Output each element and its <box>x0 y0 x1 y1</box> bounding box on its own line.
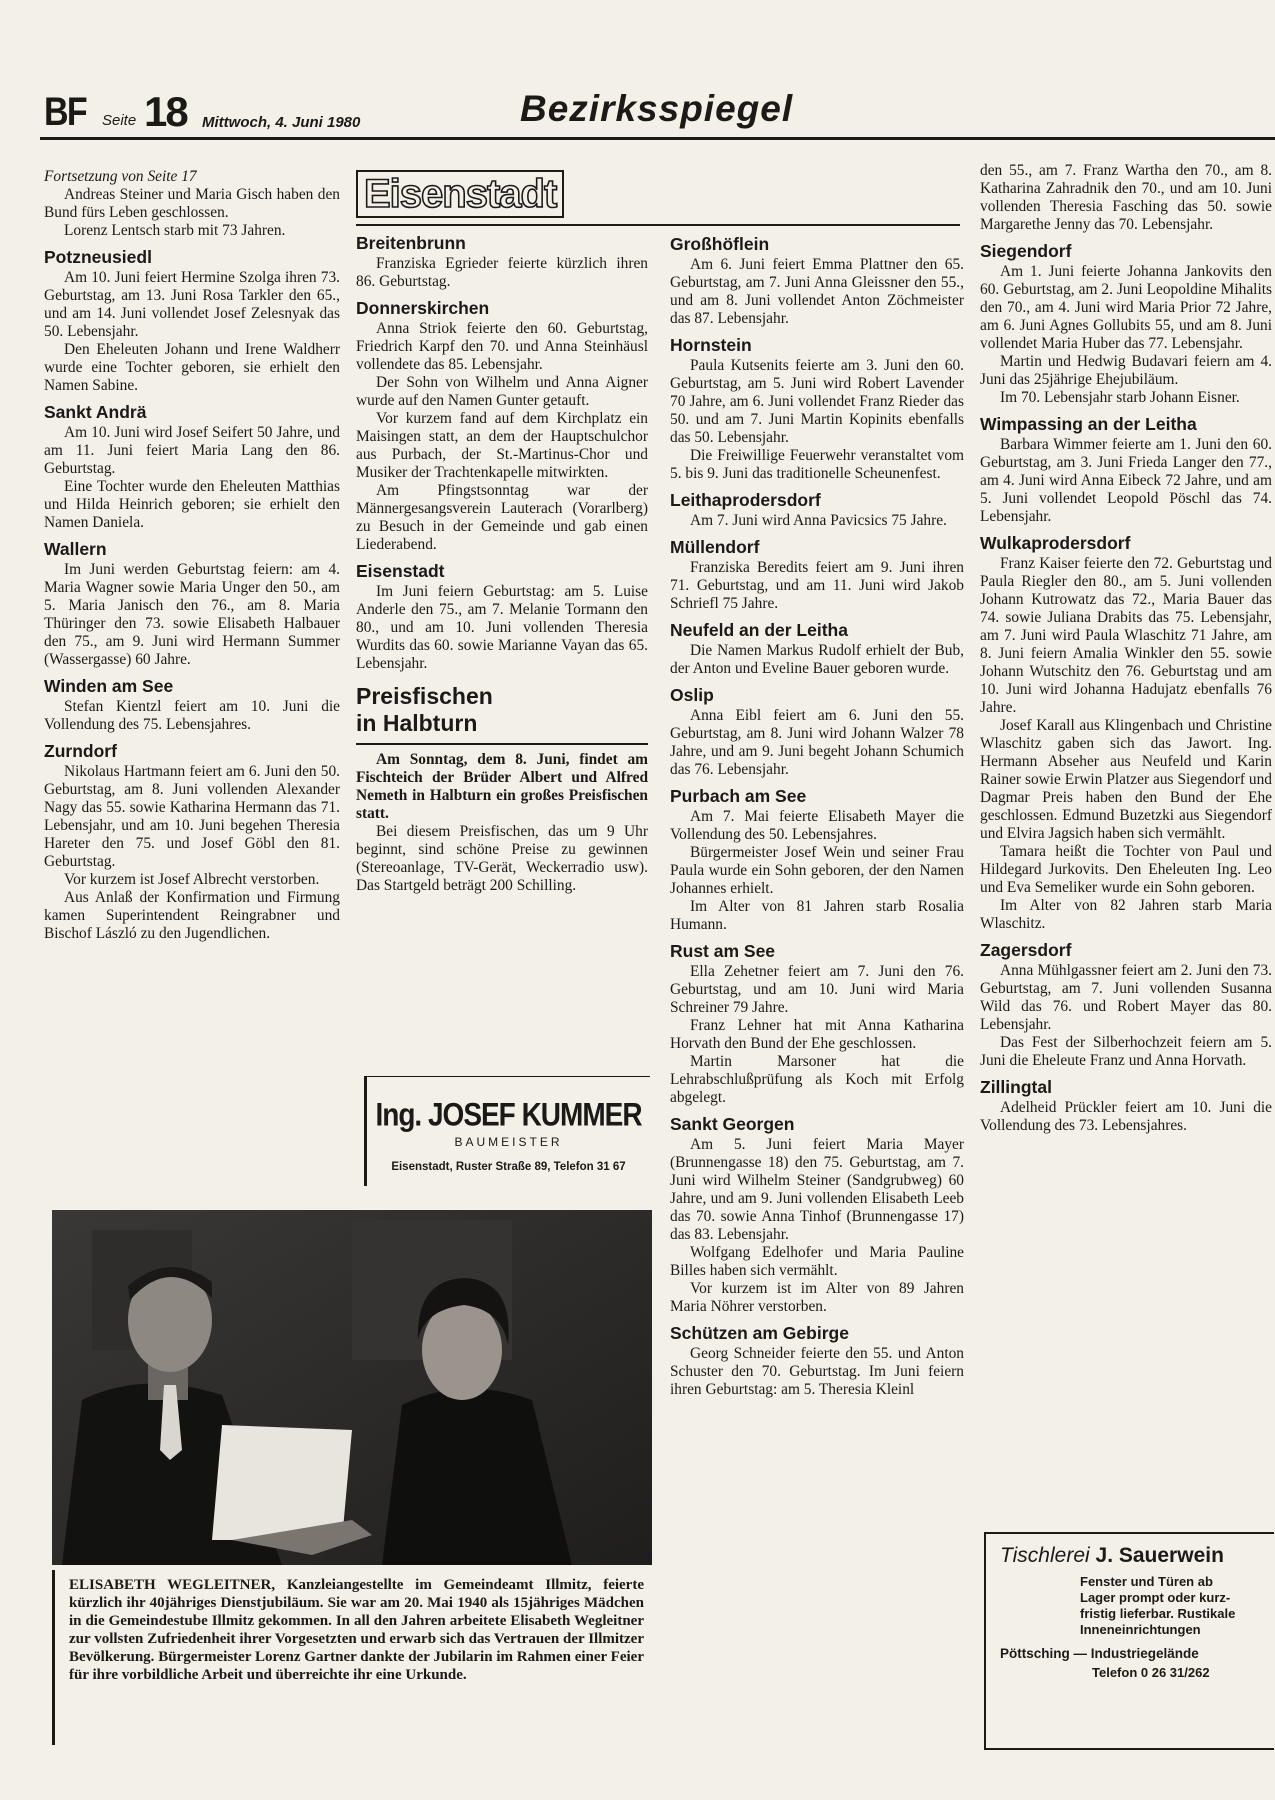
section-heading-wallern: Wallern <box>44 539 107 559</box>
ad-kummer-address: Eisenstadt, Ruster Straße 89, Telefon 31 67 <box>391 1161 626 1173</box>
section-heading-wimpassing: Wimpassing an der Leitha <box>980 414 1197 434</box>
photo-illustration <box>52 1210 652 1565</box>
article-paragraph: Martin Marsoner hat die Lehrabschlußprüfung als Koch mit Erfolg abgelegt. <box>670 1053 964 1106</box>
preisfischen-lead: Am Sonntag, dem 8. Juni, findet am Fischteich der Brüder Albert und Alfred Nemeth in Halbturn ein großes Preisfischen statt. <box>356 751 648 822</box>
preisfischen-headline-line2: in Halbturn <box>356 710 478 736</box>
article-paragraph: Vor kurzem fand auf dem Kirchplatz ein Maisingen statt, an dem der Hauptschulchor aus Purbach, der St.-Martinus-Chor und Musiker der Trachtenkapelle mitwirkten. <box>356 410 648 481</box>
masthead-title: Bezirksspiegel <box>520 88 794 129</box>
article-paragraph: Adelheid Prückler feiert am 10. Juni die Vollendung des 73. Lebensjahres. <box>980 1099 1272 1134</box>
article-paragraph: Wolfgang Edelhofer und Maria Pauline Billes haben sich vermählt. <box>670 1244 964 1279</box>
masthead-seite: Seite <box>102 112 137 129</box>
section-heading-oslip: Oslip <box>670 685 714 705</box>
section-heading-potzneusiedl: Potzneusiedl <box>44 247 152 267</box>
article-paragraph: Am 1. Juni feierte Johanna Jankovits den 60. Geburtstag, am 2. Juni Leopoldine Mihalits den 70., am 4. Juni wird Maria Prior 72 Jahre, am 6. Juni Agnes Gollubits 55, und am 8. Juni vollendet Maria Huber das 77. Lebensjahr. <box>980 263 1272 352</box>
article-paragraph: Am 7. Mai feierte Elisabeth Mayer die Vollendung des 50. Lebensjahres. <box>670 808 964 843</box>
article-paragraph: Paula Kutsenits feierte am 3. Juni den 60. Geburtstag, am 5. Juni wird Robert Lavender 70 Jahre, am 6. Juni vollendet Franz Rieder das 50. und am 7. Juni Martin Kopinits ebenfalls das 50. Lebensjahr. <box>670 357 964 446</box>
article-paragraph: Franz Kaiser feierte den 72. Geburtstag und Paula Riegler den 80., am 5. Juni vollenden Johann Kutrowatz das 72., Maria Bauer das 74. sowie Juliana Drabits das 75. Lebensjahr, am 7. Juni wird Paula Wlaschitz 71 Jahre, am 8. Juni feiern Amalia Winkler den 55. sowie Johann Wutschitz den 76. Geburtstag und am 10. Juni wird Johanna Hadujatz ebenfalls 76 Jahre. <box>980 555 1272 716</box>
section-heading-breitenbrunn: Breitenbrunn <box>356 233 466 253</box>
section-heading-rust: Rust am See <box>670 941 776 961</box>
article-paragraph: Im Alter von 82 Jahren starb Maria Wlaschitz. <box>980 897 1272 932</box>
article-paragraph: Barbara Wimmer feierte am 1. Juni den 60. Geburtstag, am 3. Juni Frieda Langer den 77., am 4. Juni wird Anna Eibeck 72 Jahre, und am 5. Juni vollendet Leopold Pöschl das 74. Lebensjahr. <box>980 436 1272 525</box>
column-1 <box>44 168 340 943</box>
section-heading-zillingtal: Zillingtal <box>980 1077 1052 1097</box>
article-paragraph: Aus Anlaß der Konfirmation und Firmung kamen Superintendent Reingrabner und Bischof László zu den Jugendlichen. <box>44 889 340 942</box>
article-paragraph: Tamara heißt die Tochter von Paul und Hildegard Jurkovits. Den Eheleuten Ing. Leo und Eva Semeliker wurde ein Sohn geboren. <box>980 843 1272 896</box>
article-paragraph: Bei diesem Preisfischen, das um 9 Uhr beginnt, sind schöne Preise zu gewinnen (Stereoanlage, TV-Gerät, Weckerradio usw). Das Startgeld beträgt 200 Schilling. <box>356 823 648 894</box>
ad-kummer-subtitle: BAUMEISTER <box>454 1135 563 1149</box>
section-heading-sankt-andrae: Sankt Andrä <box>44 402 147 422</box>
preisfischen-headline <box>356 683 648 737</box>
photo-caption: ELISABETH WEGLEITNER, Kanzleiangestellte im Gemeindeamt Illmitz, feierte kürzlich ihr 40jähriges Dienstjubiläum. Sie war am 20. Mai 1940 als 15jähriges Mädchen in die Gemeindestube Illmitz gekommen. In all den Jahren arbeitete Elisabeth Wegleitner zur vollsten Zufriedenheit ihrer Vorgesetzten und erwarb sich das Vertrauen der Illmitzer Bevölkerung. Bürgermeister Lorenz Gartner dankte der Jubilarin im Rahmen einer Feier für ihre vorbildliche Arbeit und überreichte ihr eine Urkunde. <box>52 1570 652 1745</box>
section-heading-donnerskirchen: Donnerskirchen <box>356 298 490 318</box>
continuation-note: Fortsetzung von Seite 17 <box>44 168 197 185</box>
section-rule <box>356 224 960 226</box>
article-paragraph: Am 10. Juni feiert Hermine Szolga ihren 73. Geburtstag, am 13. Juni Rosa Tarkler den 65., und am 14. Juni vollendet Josef Zelesnyak das 50. Lebensjahr. <box>44 269 340 340</box>
article-paragraph: Im Alter von 81 Jahren starb Rosalia Humann. <box>670 898 964 933</box>
section-heading-zurndorf: Zurndorf <box>44 741 117 761</box>
section-heading-sankt-georgen: Sankt Georgen <box>670 1114 795 1134</box>
section-heading-neufeld: Neufeld an der Leitha <box>670 620 848 640</box>
article-paragraph: Anna Mühlgassner feiert am 2. Juni den 73. Geburtstag, am 7. Juni vollenden Susanna Wild das 76. und Robert Mayer das 80. Lebensjahr. <box>980 962 1272 1033</box>
article-paragraph: den 55., am 7. Franz Wartha den 70., am 8. Katharina Zahradnik den 70., und am 10. Juni vollenden Theresia Fasching das 50. sowie Margarethe Jenny das 70. Lebensjahr. <box>980 162 1272 233</box>
article-paragraph: Franziska Egrieder feierte kürzlich ihren 86. Geburtstag. <box>356 255 648 290</box>
article-paragraph: Josef Karall aus Klingenbach und Christine Wlaschitz gaben sich das Jawort. Ing. Hermann Abseher aus Neufeld und Karin Rainer sowie Erwin Platzer aus Siegendorf und Dagmar Preis haben den Bund der Ehe geschlossen. Edmund Buzetzki aus Siegendorf und Elvira Jagsich haben sich vermählt. <box>980 717 1272 842</box>
column-4 <box>980 162 1272 1135</box>
masthead <box>40 82 1275 142</box>
masthead-rule <box>40 137 1275 140</box>
section-heading-muellendorf: Müllendorf <box>670 537 760 557</box>
ad-sauerwein-line: Fenster und Türen ab <box>1080 1574 1213 1589</box>
article-paragraph: Am 7. Juni wird Anna Pavicsics 75 Jahre. <box>690 512 947 529</box>
section-heading-winden: Winden am See <box>44 676 174 696</box>
article-paragraph: Georg Schneider feierte den 55. und Anton Schuster den 70. Geburtstag. Im Juni feiern ihren Geburtstag: am 5. Theresia Kleinl <box>670 1345 964 1398</box>
masthead-page-number: 18 <box>144 88 187 135</box>
article-paragraph: Vor kurzem ist Josef Albrecht verstorben. <box>64 871 320 888</box>
article-paragraph: Im Juni feiern Geburtstag: am 5. Luise Anderle den 75., am 7. Melanie Tormann den 80., und am 10. Juni vollenden Theresia Wurdits das 60. sowie Marianne Vayan das 65. Lebensjahr. <box>356 583 648 672</box>
section-heading-wulkaprodersdorf: Wulkaprodersdorf <box>980 533 1131 553</box>
ad-sauerwein-location: Pöttsching — Industriegelände <box>1000 1646 1199 1661</box>
ad-kummer-name: Ing. JOSEF KUMMER <box>375 1096 642 1133</box>
article-paragraph: Das Fest der Silberhochzeit feiern am 5. Juni die Eheleute Franz und Anna Horvath. <box>980 1034 1272 1069</box>
ad-sauerwein-line: Lager prompt oder kurz- <box>1080 1590 1231 1605</box>
article-paragraph: Bürgermeister Josef Wein und seiner Frau Paula wurde ein Sohn geboren, der den Namen Johannes erhielt. <box>670 844 964 897</box>
section-heading-zagersdorf: Zagersdorf <box>980 940 1072 960</box>
ad-sauerwein-phone: Telefon 0 26 31/262 <box>1092 1665 1210 1680</box>
article-paragraph: Stefan Kientzl feiert am 10. Juni die Vollendung des 75. Lebensjahres. <box>44 698 340 733</box>
article-paragraph: Lorenz Lentsch starb mit 73 Jahren. <box>64 222 286 239</box>
article-paragraph: Anna Eibl feiert am 6. Juni den 55. Geburtstag, am 8. Juni wird Johann Walzer 78 Jahre, und am 9. Juni begeht Johann Schumich das 76. Lebensjahr. <box>670 707 964 778</box>
article-paragraph: Im 70. Lebensjahr starb Johann Eisner. <box>1000 389 1240 406</box>
section-heading-siegendorf: Siegendorf <box>980 241 1072 261</box>
article-paragraph: Anna Striok feierte den 60. Geburtstag, Friedrich Karpf den 70. und Anna Steinhäusl vollendete das 85. Lebensjahr. <box>356 320 648 373</box>
article-paragraph: Am 6. Juni feiert Emma Plattner den 65. Geburtstag, am 7. Juni Anna Gleissner den 55., und am 8. Juni vollendet Anton Zöchmeister das 87. Lebensjahr. <box>670 256 964 327</box>
preisfischen-rule <box>356 743 648 745</box>
article-paragraph: Am 5. Juni feiert Maria Mayer (Brunnengasse 18) den 75. Geburtstag, am 7. Juni wird Wilhelm Steiner (Sandgrubweg) 60 Jahre, und am 9. Juni vollenden Elisabeth Leeb das 70. sowie Anna Tinhof (Brunnengasse 17) das 83. Lebensjahr. <box>670 1136 964 1243</box>
article-paragraph: Am 10. Juni wird Josef Seifert 50 Jahre, und am 11. Juni feiert Maria Lang den 86. Geburtstag. <box>44 424 340 477</box>
section-heading-hornstein: Hornstein <box>670 335 752 355</box>
article-paragraph: Ella Zehetner feiert am 7. Juni den 76. Geburtstag, und am 10. Juni wird Maria Schreiner 79 Jahre. <box>670 963 964 1016</box>
article-paragraph: Im Juni werden Geburtstag feiern: am 4. Maria Wagner sowie Maria Unger den 50., am 5. Maria Janisch den 76., am 8. Maria Thüringer den 73. sowie Elisabeth Halbauer den 75., am 9. Juni wird Hermann Summer (Wassergasse) 60 Jahre. <box>44 561 340 668</box>
eisenstadt-section-logo: Eisenstadt <box>356 170 564 218</box>
article-paragraph: Der Sohn von Wilhelm und Anna Aigner wurde auf den Namen Gunter getauft. <box>356 374 648 409</box>
section-heading-grosshoeflein: Großhöflein <box>670 234 770 254</box>
ad-sauerwein-title-name: J. Sauerwein <box>1095 1544 1224 1567</box>
article-paragraph: Eine Tochter wurde den Eheleuten Matthias und Hilda Heinrich geboren; sie erhielt den Namen Daniela. <box>44 478 340 531</box>
masthead-date: Mittwoch, 4. Juni 1980 <box>202 114 361 131</box>
article-paragraph: Martin und Hedwig Budavari feiern am 4. Juni das 25jährige Ehejubiläum. <box>980 353 1272 388</box>
advertisement-sauerwein <box>984 1532 1274 1750</box>
advertisement-kummer <box>364 1076 650 1186</box>
article-paragraph: Vor kurzem ist im Alter von 89 Jahren Maria Nöhrer verstorben. <box>670 1280 964 1315</box>
preisfischen-headline-line1: Preisfischen <box>356 683 493 709</box>
column-3 <box>670 234 964 1399</box>
article-paragraph: Am Pfingstsonntag war der Männergesangsverein Lauterach (Vorarlberg) zu Besuch in der Gemeinde und gab einen Liederabend. <box>356 482 648 553</box>
column-2 <box>356 170 648 895</box>
masthead-logo: BF <box>44 90 86 134</box>
photo-wegleitner <box>52 1210 652 1565</box>
ad-sauerwein-line: fristig lieferbar. Rustikale <box>1080 1606 1236 1621</box>
section-heading-eisenstadt: Eisenstadt <box>356 561 445 581</box>
article-paragraph: Andreas Steiner und Maria Gisch haben den Bund fürs Leben geschlossen. <box>44 186 340 221</box>
ad-sauerwein-title <box>1000 1544 1274 1568</box>
ad-sauerwein-title-prefix: Tischlerei <box>1000 1544 1090 1567</box>
article-paragraph: Die Namen Markus Rudolf erhielt der Bub, der Anton und Eveline Bauer geboren wurde. <box>670 642 964 677</box>
article-paragraph: Den Eheleuten Johann und Irene Waldherr wurde eine Tochter geboren, sie erhielt den Namen Sabine. <box>44 341 340 394</box>
article-paragraph: Franziska Beredits feiert am 9. Juni ihren 71. Geburtstag, und am 11. Juni wird Jakob Schriefl 75 Jahre. <box>670 559 964 612</box>
article-paragraph: Nikolaus Hartmann feiert am 6. Juni den 50. Geburtstag, am 8. Juni vollenden Alexander Nagy das 55. sowie Katharina Hermann das 71. Lebensjahr, und am 10. Juni begehen Theresia Hareter den 75. und Josef Göbl den 81. Geburtstag. <box>44 763 340 870</box>
article-paragraph: Die Freiwillige Feuerwehr veranstaltet vom 5. bis 9. Juni das traditionelle Scheunenfest. <box>670 447 964 482</box>
article-paragraph: Franz Lehner hat mit Anna Katharina Horvath den Bund der Ehe geschlossen. <box>670 1017 964 1052</box>
section-heading-leithaprodersdorf: Leithaprodersdorf <box>670 490 821 510</box>
section-heading-purbach: Purbach am See <box>670 786 807 806</box>
section-heading-schuetzen: Schützen am Gebirge <box>670 1323 849 1343</box>
ad-sauerwein-line: Inneneinrichtungen <box>1080 1622 1201 1637</box>
ad-sauerwein-text <box>1000 1574 1274 1638</box>
